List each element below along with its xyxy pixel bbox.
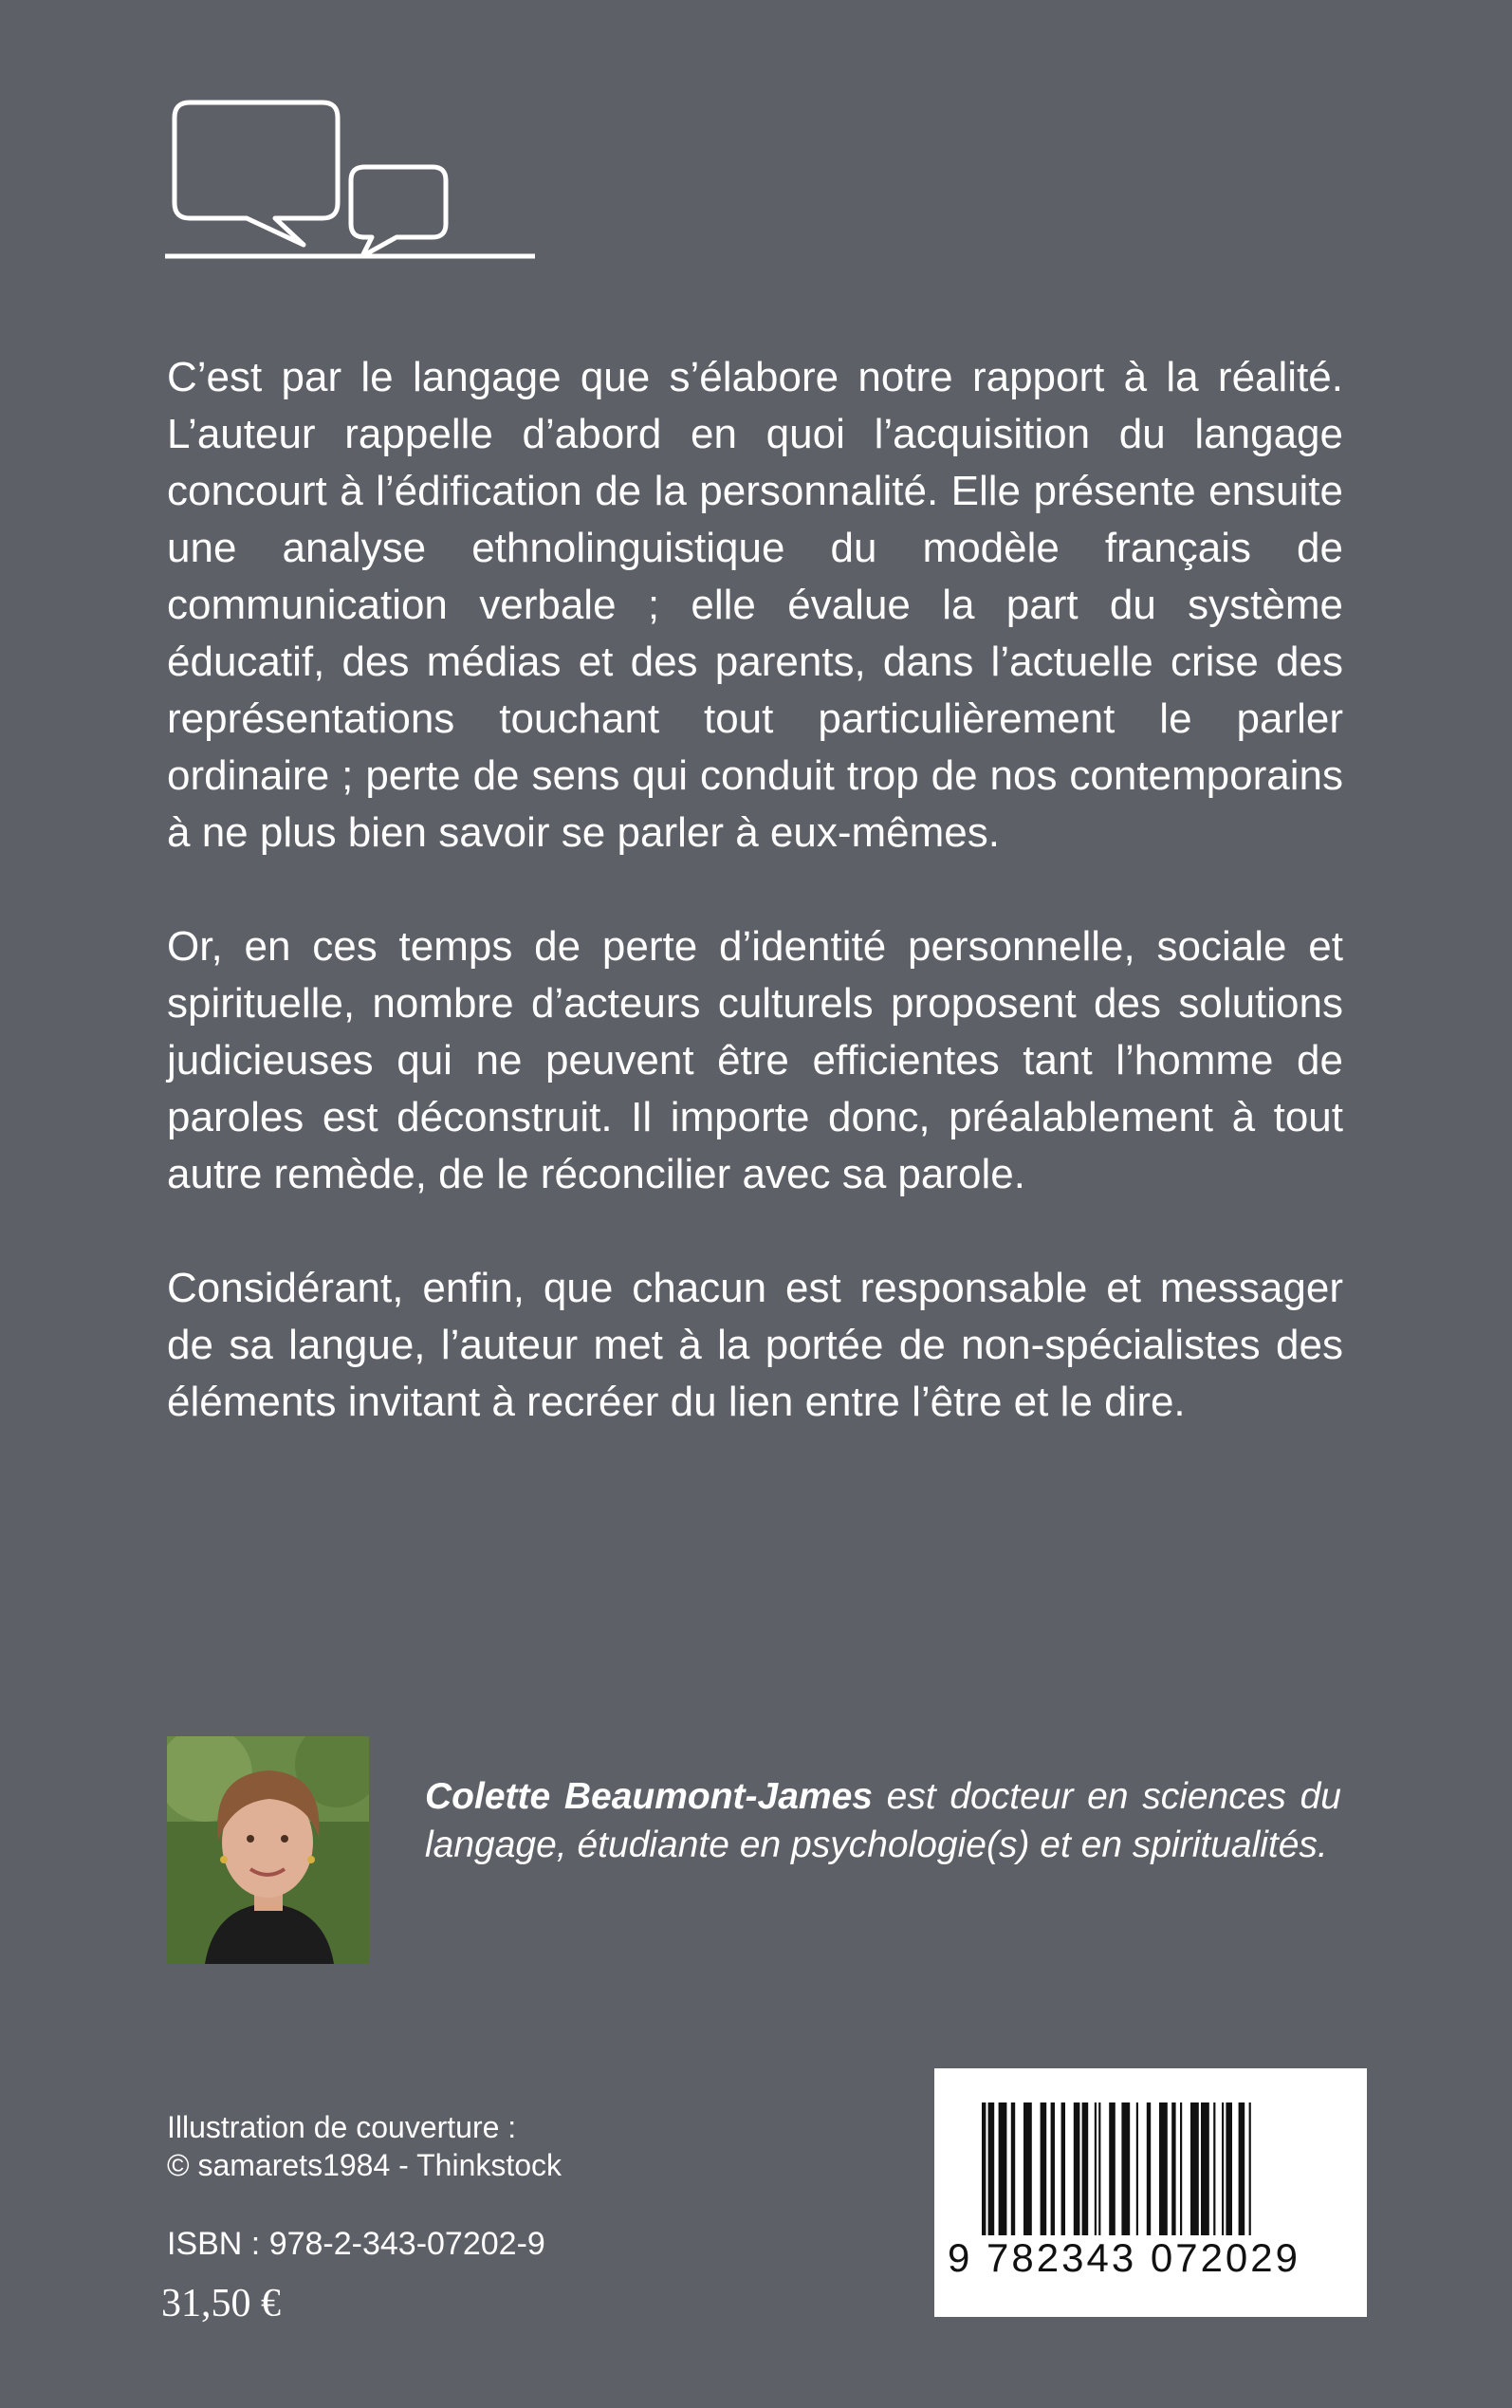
back-cover-blurb <box>167 349 1343 1488</box>
barcode-bar <box>1095 2102 1097 2235</box>
cover-credit <box>167 2108 562 2184</box>
barcode-bar <box>999 2102 1007 2235</box>
blurb-paragraph-2: Or, en ces temps de perte d’identité personnelle, sociale et spirituelle, nombre d’acteurs culturels proposent des solutions judicieuses qui ne peuvent être efficientes tant l’homme de paroles est déconstruit. Il importe donc, préalablement à tout autre remède, de le réconcilier avec sa parole. <box>167 923 1343 1197</box>
barcode-bar <box>1171 2102 1175 2235</box>
barcode-bar <box>1180 2102 1182 2235</box>
barcode-bar <box>1074 2102 1080 2235</box>
barcode-bar <box>988 2102 995 2235</box>
barcode-bar <box>1190 2102 1199 2235</box>
barcode-bar <box>1011 2102 1015 2235</box>
barcode-bar <box>1136 2102 1138 2235</box>
barcode-bar <box>1159 2102 1168 2235</box>
isbn: ISBN : 978-2-343-07202-9 <box>167 2226 545 2262</box>
barcode-bar <box>1239 2102 1245 2235</box>
barcode-bar <box>1023 2102 1032 2235</box>
barcode-bar <box>1098 2102 1100 2235</box>
barcode-bars <box>934 2068 1367 2239</box>
barcode-bar <box>1147 2102 1151 2235</box>
barcode-bar <box>1222 2102 1224 2235</box>
barcode-digits: 9 782343 072029 <box>948 2235 1300 2280</box>
credit-line-2: © samarets1984 - Thinkstock <box>167 2148 562 2182</box>
blurb-paragraph-1: C’est par le langage que s’élabore notre rapport à la réalité. L’auteur rappelle d’abord en quoi l’acquisition du langage concourt à l’édification de la personnalité. Elle présente ensuite une analyse ethnolinguistique du modèle français de communication verbale ; elle évalue la part du système éducatif, des médias et des parents, dans l’actuelle crise des représentations touchant tout particulièrement le parler ordinaire ; perte de sens qui conduit trop de nos contemporains à ne plus bien savoir se parler à eux-mêmes. <box>167 354 1343 856</box>
barcode-bar <box>1201 2102 1209 2235</box>
author-photo <box>167 1736 369 1964</box>
speech-bubbles-icon <box>163 95 537 266</box>
barcode-bar <box>1249 2102 1251 2235</box>
barcode <box>934 2068 1367 2317</box>
author-bio-text: est docteur en sciences du langage, étudiante en psychologie(s) et en spiritualités. <box>425 1776 1341 1865</box>
barcode-bar <box>1061 2102 1065 2235</box>
barcode-bar <box>1051 2102 1055 2235</box>
barcode-bar <box>1226 2102 1232 2235</box>
blurb-paragraph-3: Considérant, enfin, que chacun est responsable et messager de sa langue, l’auteur met à la portée de non-spécialistes des éléments invitant à recréer du lien entre l’être et le dire. <box>167 1265 1343 1425</box>
barcode-bar <box>1109 2102 1116 2235</box>
barcode-bar <box>1082 2102 1089 2235</box>
barcode-bar <box>1121 2102 1130 2235</box>
credit-line-1: Illustration de couverture : <box>167 2110 517 2144</box>
author-bio <box>425 1772 1341 1869</box>
author-name: Colette Beaumont-James <box>425 1776 873 1817</box>
barcode-bar <box>982 2102 986 2235</box>
barcode-bar <box>1213 2102 1215 2235</box>
barcode-bar <box>1041 2102 1047 2235</box>
price: 31,50 € <box>161 2282 281 2325</box>
